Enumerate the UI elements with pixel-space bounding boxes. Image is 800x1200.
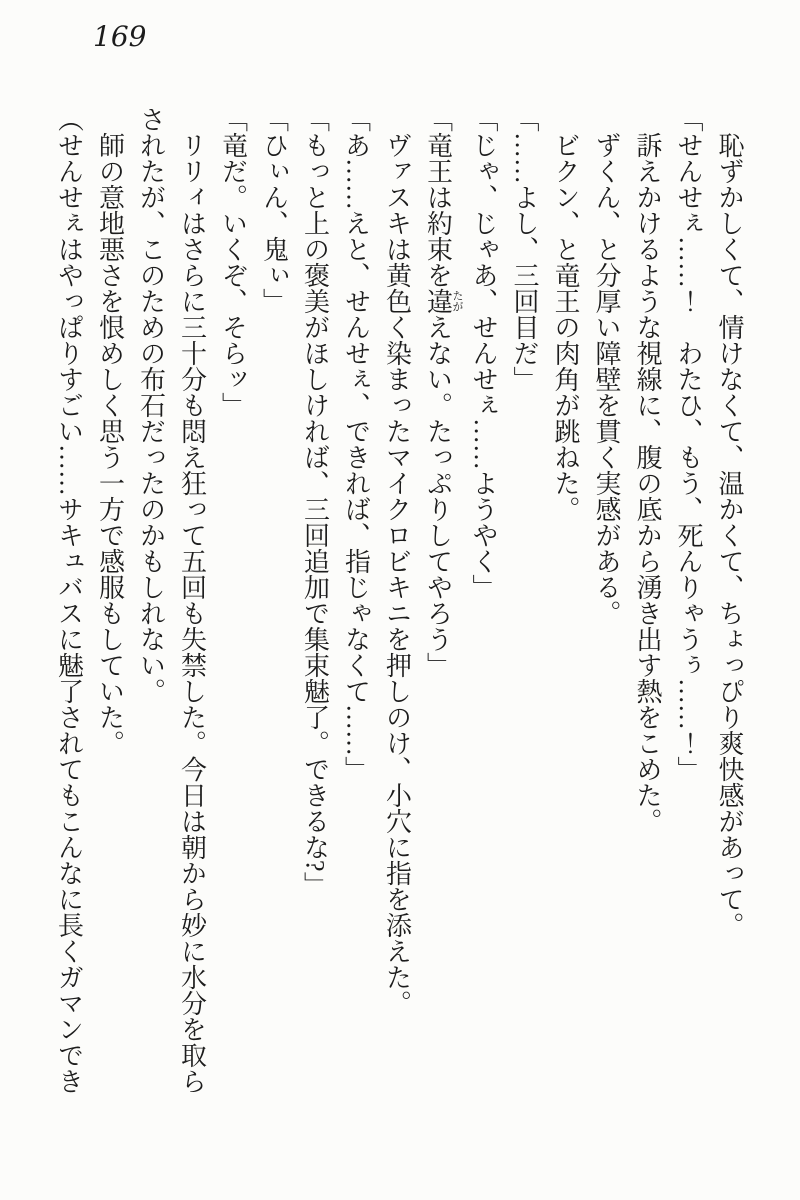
text-line: 「竜だ。いくぞ、そらッ」 [218, 106, 248, 418]
text-line: 「せんせぇ……！ わたひ、もう、死んりゃうぅ……！」 [674, 106, 703, 782]
ruby-annotation [423, 288, 463, 314]
ruby-pre-text: 「竜王は約束を [423, 106, 453, 288]
text-line: 恥ずかしくて、情けなくて、温かくて、ちょっぴり爽快感があって。 [715, 106, 744, 938]
text-line: ずくん、と分厚い障壁を貫く実感がある。 [592, 106, 621, 626]
ruby-base: 違 [423, 288, 453, 314]
ruby-text: たが [451, 288, 463, 314]
text-line: 「じゃ、じゃあ、せんせぇ……ようやく」 [469, 106, 498, 600]
text-line: 「もっと上の褒美がほしければ、三回追加で集束魅了。できるな?」 [300, 106, 330, 898]
ruby-post-text: えない。たっぷりしてやろう」 [423, 314, 453, 678]
text-line: ビクン、と竜王の肉角が跳ねた。 [551, 106, 580, 522]
text-line: （せんせぇはやっぱりすごい……サキュバスに魅了されてもこんなに長くガマンでき [54, 106, 84, 1094]
text-line: 「あ……えと、せんせぇ、できれば、指じゃなくて……」 [341, 106, 371, 782]
text-line: リリィはさらに三十分も悶え狂って五回も失禁した。今日は朝から妙に水分を取ら [177, 106, 207, 1094]
text-line: されたが、このための布石だったのかもしれない。 [136, 106, 166, 704]
text-line: 訴えかけるような視線に、腹の底から湧き出す熱をこめた。 [633, 106, 662, 834]
text-line: 「ひぃん、鬼ぃ」 [259, 106, 289, 314]
text-line-with-ruby [418, 106, 464, 1121]
text-block [49, 106, 751, 1121]
text-line: 「……よし、三回目だ」 [510, 106, 539, 392]
text-line: 師の意地悪さを恨めしく思う一方で感服もしていた。 [95, 106, 125, 756]
page-number: 169 [93, 20, 147, 53]
text-line: ヴァスキは黄色く染まったマイクロビキニを押しのけ、小穴に指を添えた。 [382, 106, 412, 1016]
